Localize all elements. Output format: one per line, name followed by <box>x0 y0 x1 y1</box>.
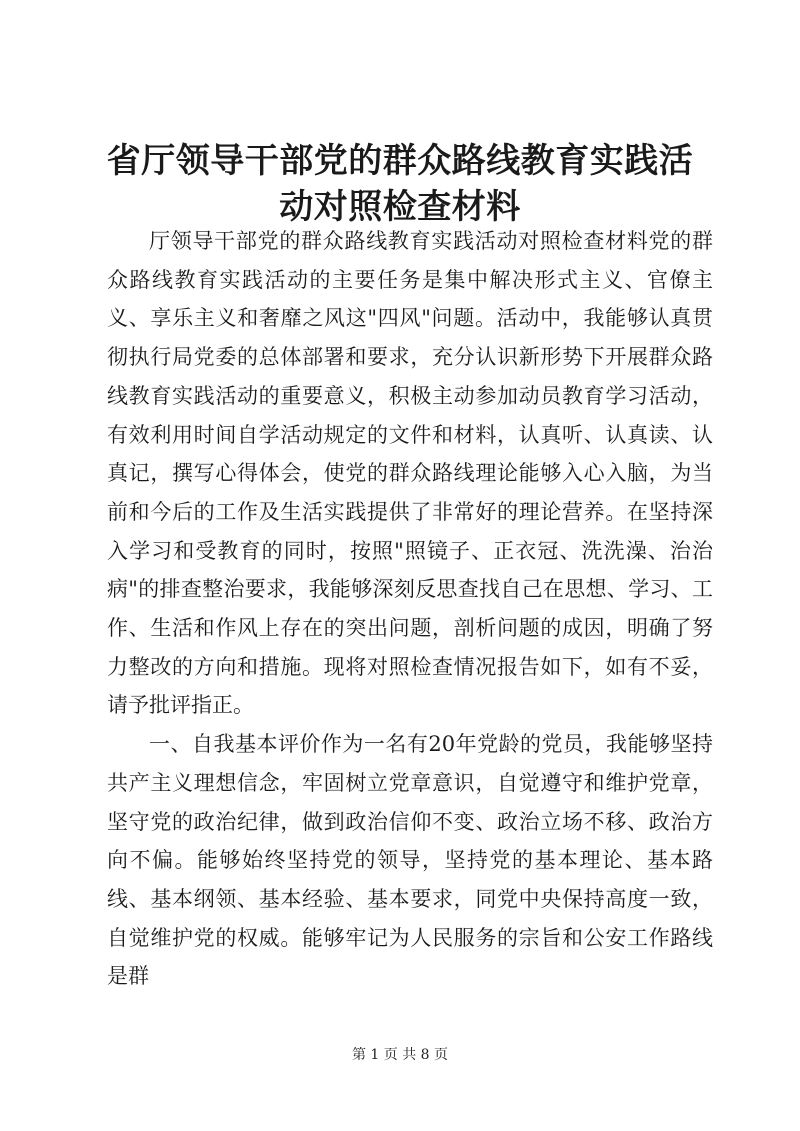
paragraph-intro: 厅领导干部党的群众路线教育实践活动对照检查材料党的群众路线教育实践活动的主要任务是集中解决形式主义、官僚主义、享乐主义和奢靡之风这"四风"问题。活动中，我能够认真贯彻执行局党委的总体部署和要求，充分认识新形势下开展群众路线教育实践活动的重要意义，积极主动参加动员教育学习活动，有效利用时间自学活动规定的文件和材料，认真听、认真读、认真记，撰写心得体会，使党的群众路线理论能够入心入脑，为当前和今后的工作及生活实践提供了非常好的理论营养。在坚持深入学习和受教育的同时，按照"照镜子、正衣冠、洗洗澡、治治病"的排查整治要求，我能够深刻反思查找自己在思想、学习、工作、生活和作风上存在的突出问题，剖析问题的成因，明确了努力整改的方向和措施。现将对照检查情况报告如下，如有不妥，请予批评指正。 <box>107 229 713 718</box>
document-title: 省厅领导干部党的群众路线教育实践活动对照检查材料 <box>106 141 694 227</box>
document-body <box>107 222 713 996</box>
page-number-footer: 第 1 页 共 8 页 <box>351 1047 449 1063</box>
paragraph-self-evaluation: 一、自我基本评价作为一名有20年党龄的党员，我能够坚持共产主义理想信念，牢固树立党章意识，自觉遵守和维护党章，坚守党的政治纪律，做到政治信仰不变、政治立场不移、政治方向不偏。能够始终坚持党的领导，坚持党的基本理论、基本路线、基本纲领、基本经验、基本要求，同党中央保持高度一致，自觉维护党的权威。能够牢记为人民服务的宗旨和公安工作路线是群 <box>107 732 713 989</box>
